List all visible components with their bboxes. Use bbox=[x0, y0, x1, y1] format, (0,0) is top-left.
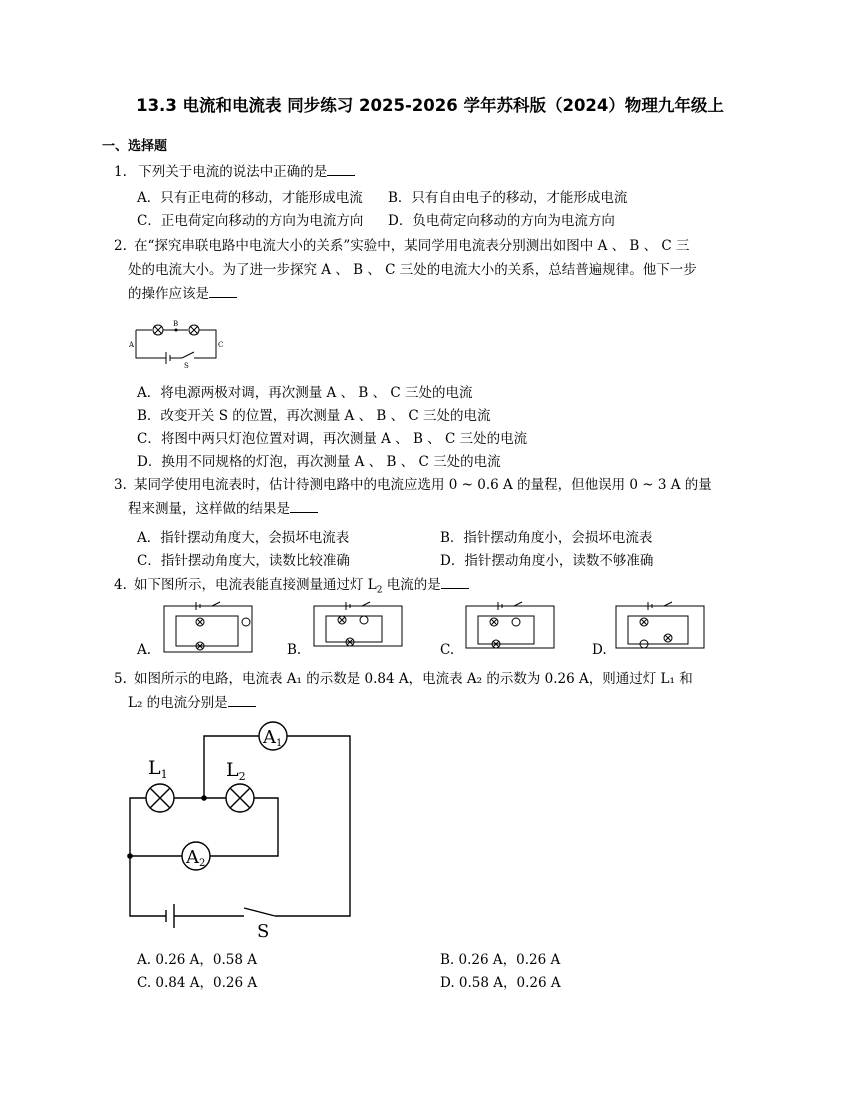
question-number: 5. bbox=[114, 671, 127, 687]
option-a[interactable]: A．指针摆动角度大，会损坏电流表 bbox=[137, 530, 350, 546]
question-stem-line2: 处的电流大小。为了进一步探究 A 、 B 、 C 三处的电流大小的关系，总结普遍规律。他下一步 bbox=[128, 262, 697, 278]
question-stem-line2: L₂ 的电流分别是 bbox=[128, 695, 228, 711]
option-b[interactable]: B．改变开关 S 的位置，再次测量 A 、 B 、 C 三处的电流 bbox=[137, 408, 491, 424]
question-number: 4. bbox=[114, 577, 127, 593]
question-stem-line2: 程来测量，这样做的结果是 bbox=[128, 501, 290, 517]
series-circuit-figure bbox=[126, 318, 226, 370]
circuit-figure-d bbox=[612, 600, 708, 656]
option-d[interactable]: D．指针摆动角度小，读数不够准确 bbox=[440, 553, 654, 569]
option-a[interactable]: A. bbox=[137, 642, 152, 658]
section-heading: 一、选择题 bbox=[102, 139, 168, 154]
question-3 bbox=[114, 473, 764, 521]
option-d[interactable]: D．负电荷定向移动的方向为电流方向 bbox=[388, 213, 615, 229]
option-c[interactable]: C．正电荷定向移动的方向为电流方向 bbox=[137, 213, 364, 229]
answer-blank[interactable] bbox=[327, 161, 355, 176]
parallel-circuit-figure bbox=[118, 718, 358, 940]
option-d[interactable]: D. 0.58 A，0.26 A bbox=[440, 975, 561, 991]
ammeter-a1-label: A1 bbox=[263, 727, 283, 749]
label-s: S bbox=[184, 362, 189, 370]
option-b[interactable]: B. bbox=[287, 642, 302, 658]
option-a[interactable]: A．将电源两极对调，再次测量 A 、 B 、 C 三处的电流 bbox=[137, 385, 473, 401]
option-c[interactable]: C．指针摆动角度大，读数比较准确 bbox=[137, 553, 350, 569]
answer-blank[interactable] bbox=[209, 283, 237, 298]
page-title: 13.3 电流和电流表 同步练习 2025-2026 学年苏科版（2024）物理九年级上 bbox=[136, 96, 724, 115]
label-a: A bbox=[129, 341, 135, 349]
option-c[interactable]: C. bbox=[440, 642, 455, 658]
answer-blank[interactable] bbox=[290, 498, 318, 513]
option-a[interactable]: A. 0.26 A，0.58 A bbox=[137, 952, 258, 968]
label-b: B bbox=[173, 320, 179, 328]
label-c: C bbox=[218, 341, 224, 349]
option-b[interactable]: B．指针摆动角度小，会损坏电流表 bbox=[440, 530, 653, 546]
question-stem: 如下图所示，电流表能直接测量通过灯 L bbox=[134, 577, 377, 593]
option-b[interactable]: B. 0.26 A，0.26 A bbox=[440, 952, 561, 968]
answer-blank[interactable] bbox=[228, 692, 256, 707]
answer-blank[interactable] bbox=[441, 574, 469, 589]
option-b[interactable]: B．只有自由电子的移动，才能形成电流 bbox=[388, 190, 628, 206]
option-d[interactable]: D．换用不同规格的灯泡，再次测量 A 、 B 、 C 三处的电流 bbox=[137, 454, 501, 470]
question-stem-line1: 如图所示的电路，电流表 A₁ 的示数是 0.84 A，电流表 A₂ 的示数为 0.26 A，则通过灯 L₁ 和 bbox=[134, 671, 693, 687]
question-4: 4. 如下图所示，电流表能直接测量通过灯 $L_2$ 电流的是 bbox=[114, 573, 764, 603]
option-a[interactable]: A．只有正电荷的移动，才能形成电流 bbox=[137, 190, 363, 206]
option-c[interactable]: C. 0.84 A，0.26 A bbox=[137, 975, 258, 991]
option-d[interactable]: D. bbox=[592, 642, 607, 658]
question-number: 2. bbox=[114, 238, 127, 254]
question-stem-line3: 的操作应该是 bbox=[128, 286, 209, 302]
lamp-l2-label: $L_2$ bbox=[226, 759, 246, 783]
question-number: 3. bbox=[114, 477, 127, 493]
lamp-l1-label: $L_1$ bbox=[148, 757, 168, 781]
question-2 bbox=[114, 234, 764, 306]
switch-label: S bbox=[257, 921, 270, 940]
question-1 bbox=[114, 160, 764, 184]
question-stem: 下列关于电流的说法中正确的是 bbox=[138, 164, 328, 180]
circuit-figure-a bbox=[160, 600, 256, 656]
ammeter-a2-label: A2 bbox=[186, 847, 206, 869]
question-stem-line1: 某同学使用电流表时，估计待测电路中的电流应选用 0 ~ 0.6 A 的量程，但他误用 0 ~ 3 A 的量 bbox=[134, 477, 712, 493]
circuit-figure-b bbox=[310, 600, 406, 656]
question-stem-line1: 在“探究串联电路中电流大小的关系”实验中，某同学用电流表分别测出如图中 A 、 B 、 C 三 bbox=[134, 238, 690, 254]
question-number: 1. bbox=[114, 164, 127, 180]
question-5 bbox=[114, 667, 764, 715]
option-c[interactable]: C．将图中两只灯泡位置对调，再次测量 A 、 B 、 C 三处的电流 bbox=[137, 431, 528, 447]
circuit-figure-c bbox=[462, 600, 558, 656]
